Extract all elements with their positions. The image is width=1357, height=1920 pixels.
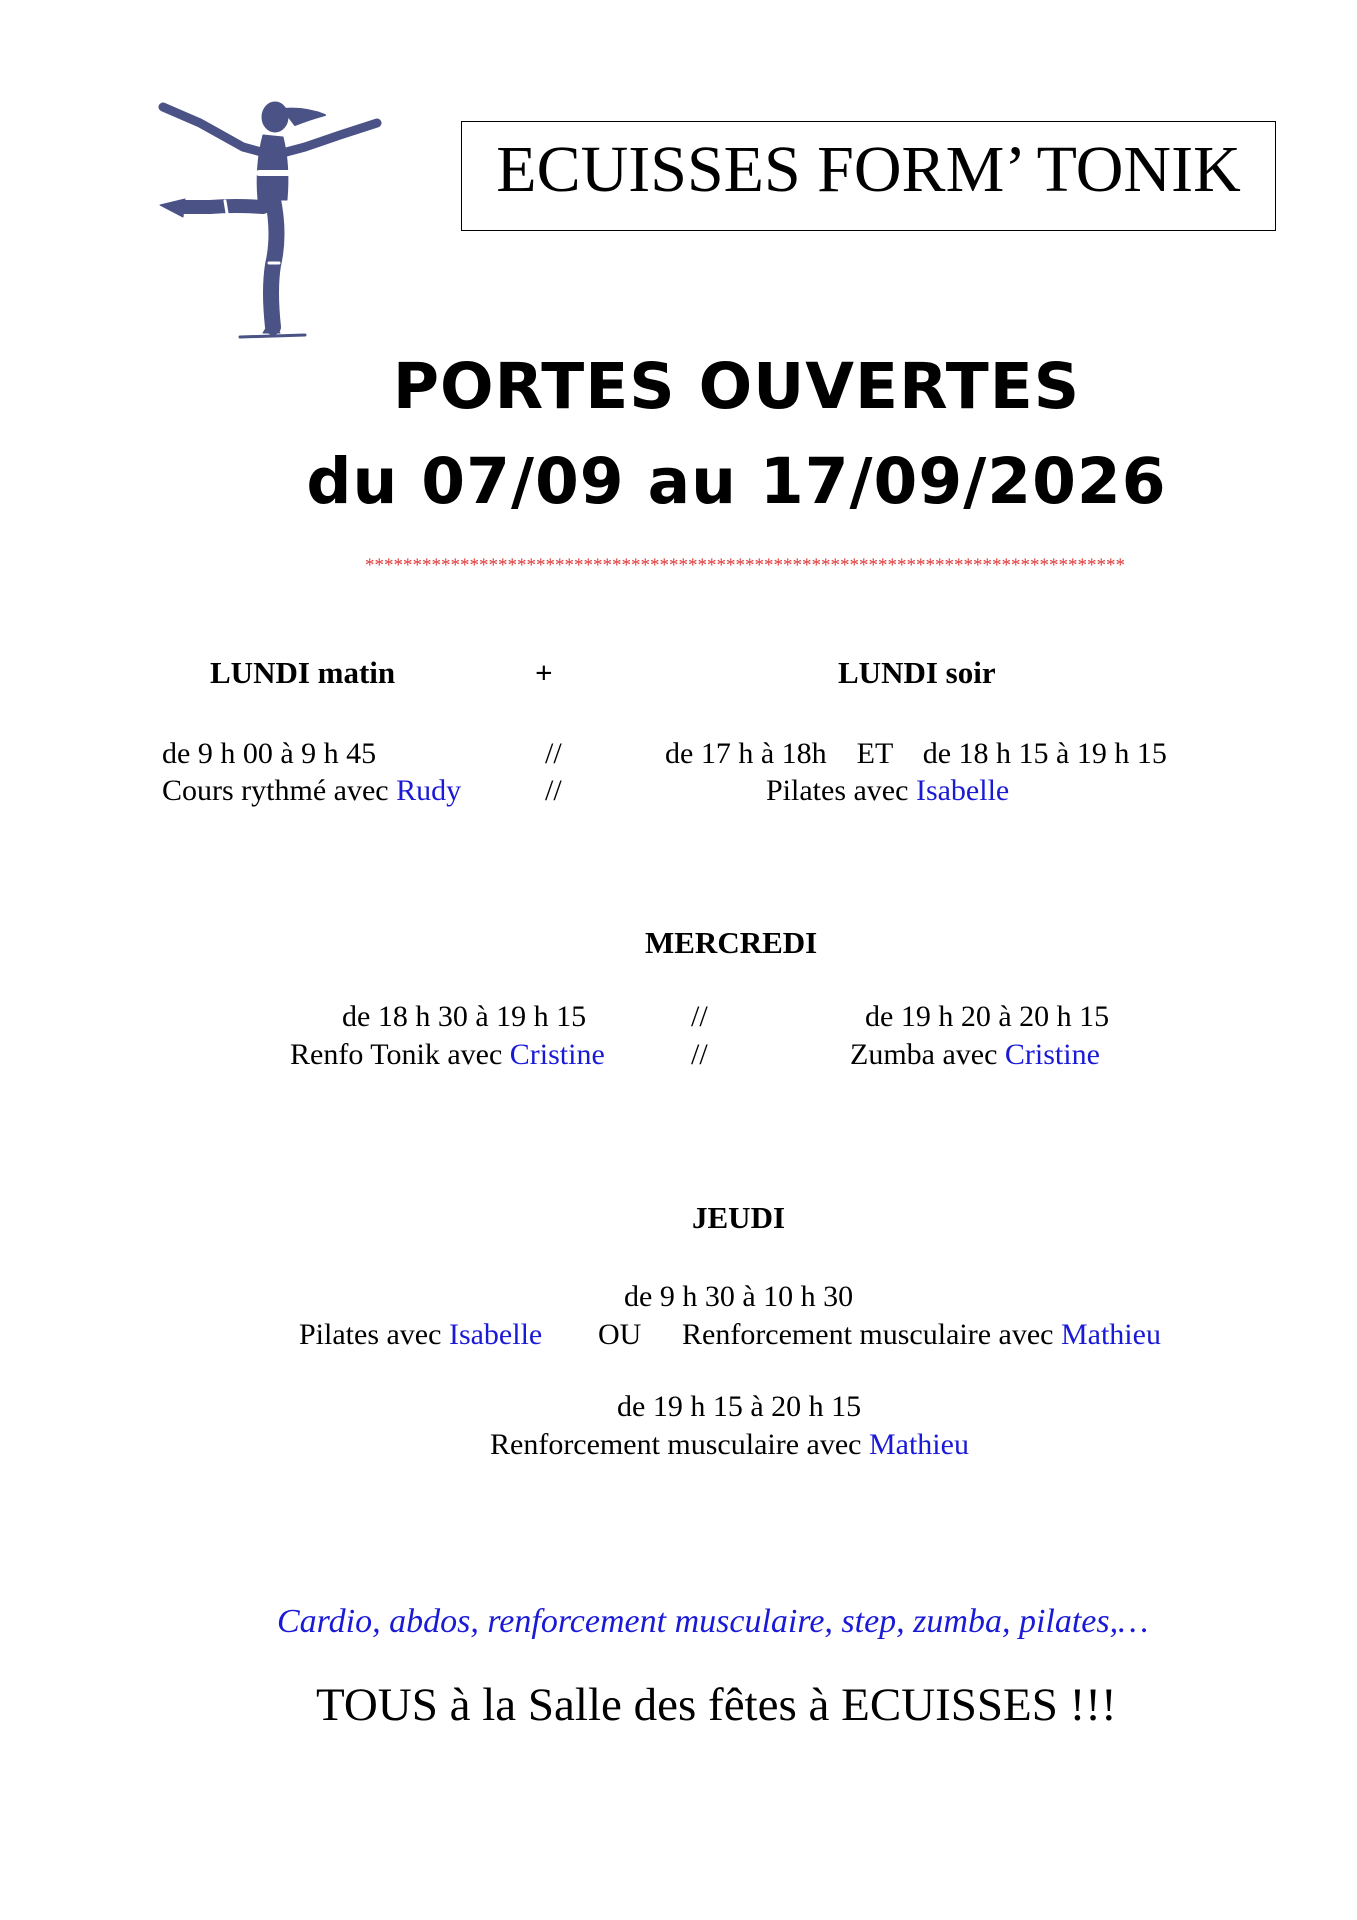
- teacher-name: Rudy: [396, 774, 462, 807]
- lundi-matin-time: de 9 h 00 à 9 h 45: [162, 737, 377, 770]
- jeudi-slot2-class: Renforcement musculaire avec Mathieu: [490, 1428, 969, 1461]
- mercredi-title: MERCREDI: [645, 925, 818, 960]
- teacher-name: Mathieu: [868, 1428, 969, 1461]
- mercredi-left-class: Renfo Tonik avec Cristine: [290, 1038, 605, 1071]
- separator: //: [545, 737, 562, 770]
- jeudi-slot1-class-b: Renforcement musculaire avec Mathieu: [682, 1318, 1161, 1351]
- teacher-name: Mathieu: [1060, 1318, 1161, 1351]
- jeudi-slot1-time: de 9 h 30 à 10 h 30: [624, 1280, 854, 1313]
- dancer-silhouette-icon: [155, 95, 385, 345]
- star-divider: ********************************************************************************: [365, 555, 1125, 576]
- or-word: OU: [598, 1318, 642, 1351]
- teacher-name: Isabelle: [448, 1318, 543, 1351]
- lundi-matin-title: LUNDI matin: [210, 655, 396, 690]
- jeudi-title: JEUDI: [692, 1200, 786, 1235]
- lundi-soir-class: Pilates avec Isabelle: [766, 774, 1010, 807]
- headline-dates: du 07/09 au 17/09/2026: [306, 445, 1167, 518]
- separator: //: [545, 774, 562, 807]
- separator: //: [691, 1038, 708, 1071]
- lundi-soir-time: de 17 h à 18h ET de 18 h 15 à 19 h 15: [665, 737, 1167, 770]
- mercredi-left-time: de 18 h 30 à 19 h 15: [342, 1000, 587, 1033]
- jeudi-slot2-time: de 19 h 15 à 20 h 15: [617, 1390, 862, 1423]
- jeudi-slot1-class-a: Pilates avec Isabelle: [299, 1318, 543, 1351]
- teacher-name: Isabelle: [915, 774, 1010, 807]
- separator: //: [691, 1000, 708, 1033]
- activities-list: Cardio, abdos, renforcement musculaire, step, zumba, pilates,…: [277, 1603, 1149, 1640]
- headline-open-doors: PORTES OUVERTES: [392, 350, 1081, 423]
- mercredi-right-class: Zumba avec Cristine: [850, 1038, 1100, 1071]
- location-call: TOUS à la Salle des fêtes à ECUISSES !!!: [316, 1679, 1117, 1731]
- plus-sign: +: [535, 655, 553, 690]
- teacher-name: Cristine: [1004, 1038, 1100, 1071]
- mercredi-right-time: de 19 h 20 à 20 h 15: [865, 1000, 1110, 1033]
- teacher-name: Cristine: [509, 1038, 605, 1071]
- club-title: ECUISSES FORM’ TONIK: [496, 133, 1241, 206]
- lundi-matin-class: Cours rythmé avec Rudy: [162, 774, 462, 807]
- lundi-soir-title: LUNDI soir: [838, 655, 996, 690]
